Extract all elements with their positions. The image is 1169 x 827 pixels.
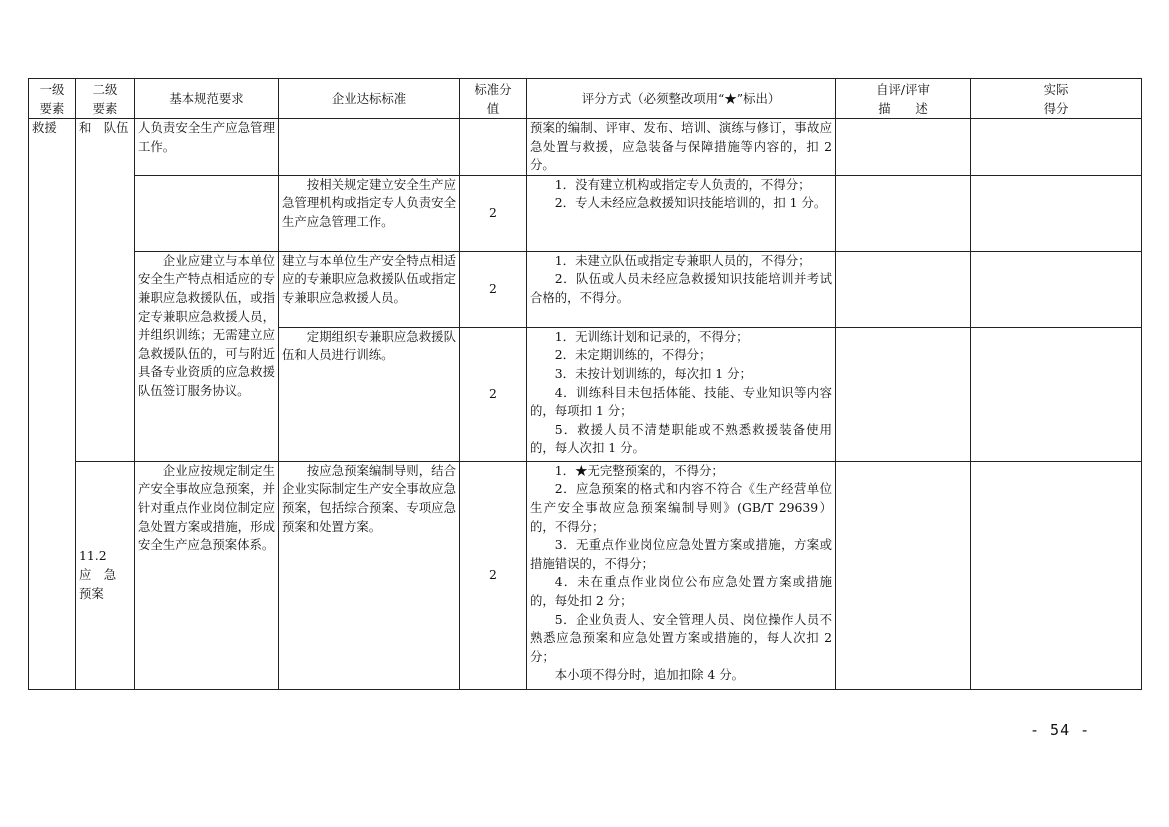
self-eval-cell [836,251,971,327]
score-cell: 2 [460,251,527,327]
table-row [29,461,1142,689]
standard-cell: 按应急预案编制导则，结合企业实际制定生产安全事故应急预案，包括综合预案、专项应急预案和处置方案。 [279,461,460,689]
actual-score-cell [971,119,1142,176]
header-level1: 一级 要素 [29,79,76,119]
method-cell: 预案的编制、评审、发布、培训、演练与修订，事故应急处置与救援，应急装备与保障措施等内容的，扣 2 分。 [527,119,836,176]
table-row [29,251,1142,327]
level2-cell-continued: 和 队伍 [76,119,135,462]
basic-requirement-cell: 企业应按规定制定生产安全事故应急预案，并针对重点作业岗位制定应急处置方案或措施，形成安全生产应急预案体系。 [135,461,279,689]
header-standard-score: 标准分 值 [460,79,527,119]
standard-cell: 按相关规定建立安全生产应急管理机构或指定专人负责安全生产应急管理工作。 [279,175,460,251]
actual-score-cell [971,461,1142,689]
basic-requirement-cell-empty [135,175,279,251]
table-header-row [29,79,1142,119]
actual-score-cell [971,327,1142,461]
level1-cell: 救援 [29,119,76,690]
score-cell [460,119,527,176]
header-self-evaluation: 自评/评审 描 述 [836,79,971,119]
method-cell: 1．未建立队伍或指定专兼职人员的，不得分； 2．队伍或人员未经应急救援知识技能培训并考试合格的，不得分。 [527,251,836,327]
score-cell: 2 [460,175,527,251]
header-scoring-method: 评分方式（必须整改项用“★”标出） [527,79,836,119]
actual-score-cell [971,175,1142,251]
header-basic-requirement: 基本规范要求 [135,79,279,119]
self-eval-cell [836,461,971,689]
basic-requirement-cell: 人负责安全生产应急管理工作。 [135,119,279,176]
header-enterprise-standard: 企业达标标准 [279,79,460,119]
self-eval-cell [836,175,971,251]
level2-cell: 11.2 应 急 预案 [76,461,135,689]
score-cell: 2 [460,327,527,461]
table-row [29,119,1142,176]
self-eval-cell [836,327,971,461]
standard-cell: 建立与本单位生产安全特点相适应的专兼职应急救援队伍或指定专兼职应急救援人员。 [279,251,460,327]
header-level2: 二级 要素 [76,79,135,119]
method-cell: 1．无训练计划和记录的，不得分； 2．未定期训练的，不得分； 3．未按计划训练的，每次扣 1 分； 4．训练科目未包括体能、技能、专业知识等内容的，每项扣 1 分； 5．救援人员不清楚职能或不熟悉救援装备使用的，每人次扣 1 分。 [527,327,836,461]
table-row [29,175,1142,251]
basic-requirement-cell: 企业应建立与本单位安全生产特点相适应的专兼职应急救援队伍，或指定专兼职应急救援人员，并组织训练；无需建立应急救援队伍的，可与附近具备专业资质的应急救援队伍签订服务协议。 [135,251,279,461]
header-actual-score: 实际 得分 [971,79,1142,119]
standard-cell [279,119,460,176]
actual-score-cell [971,251,1142,327]
score-cell: 2 [460,461,527,689]
evaluation-table [28,78,1142,690]
self-eval-cell [836,119,971,176]
method-cell: 1．没有建立机构或指定专人负责的，不得分； 2．专人未经应急救援知识技能培训的，扣 1 分。 [527,175,836,251]
method-cell: 1．★无完整预案的，不得分； 2．应急预案的格式和内容不符合《生产经营单位生产安全事故应急预案编制导则》(GB/T 29639）的，不得分； 3．无重点作业岗位应急处置方案或措施，方案或措施错误的，不得分； 4．未在重点作业岗位公布应急处置方案或措施的，每处扣 2 分； 5．企业负责人、安全管理人员、岗位操作人员不熟悉应急预案和应急处置方案或措施的，每人次扣 2 分； 本小项不得分时，追加扣除 4 分。 [527,461,836,689]
standard-cell: 定期组织专兼职应急救援队伍和人员进行训练。 [279,327,460,461]
page-number: - 54 - [1030,721,1091,739]
